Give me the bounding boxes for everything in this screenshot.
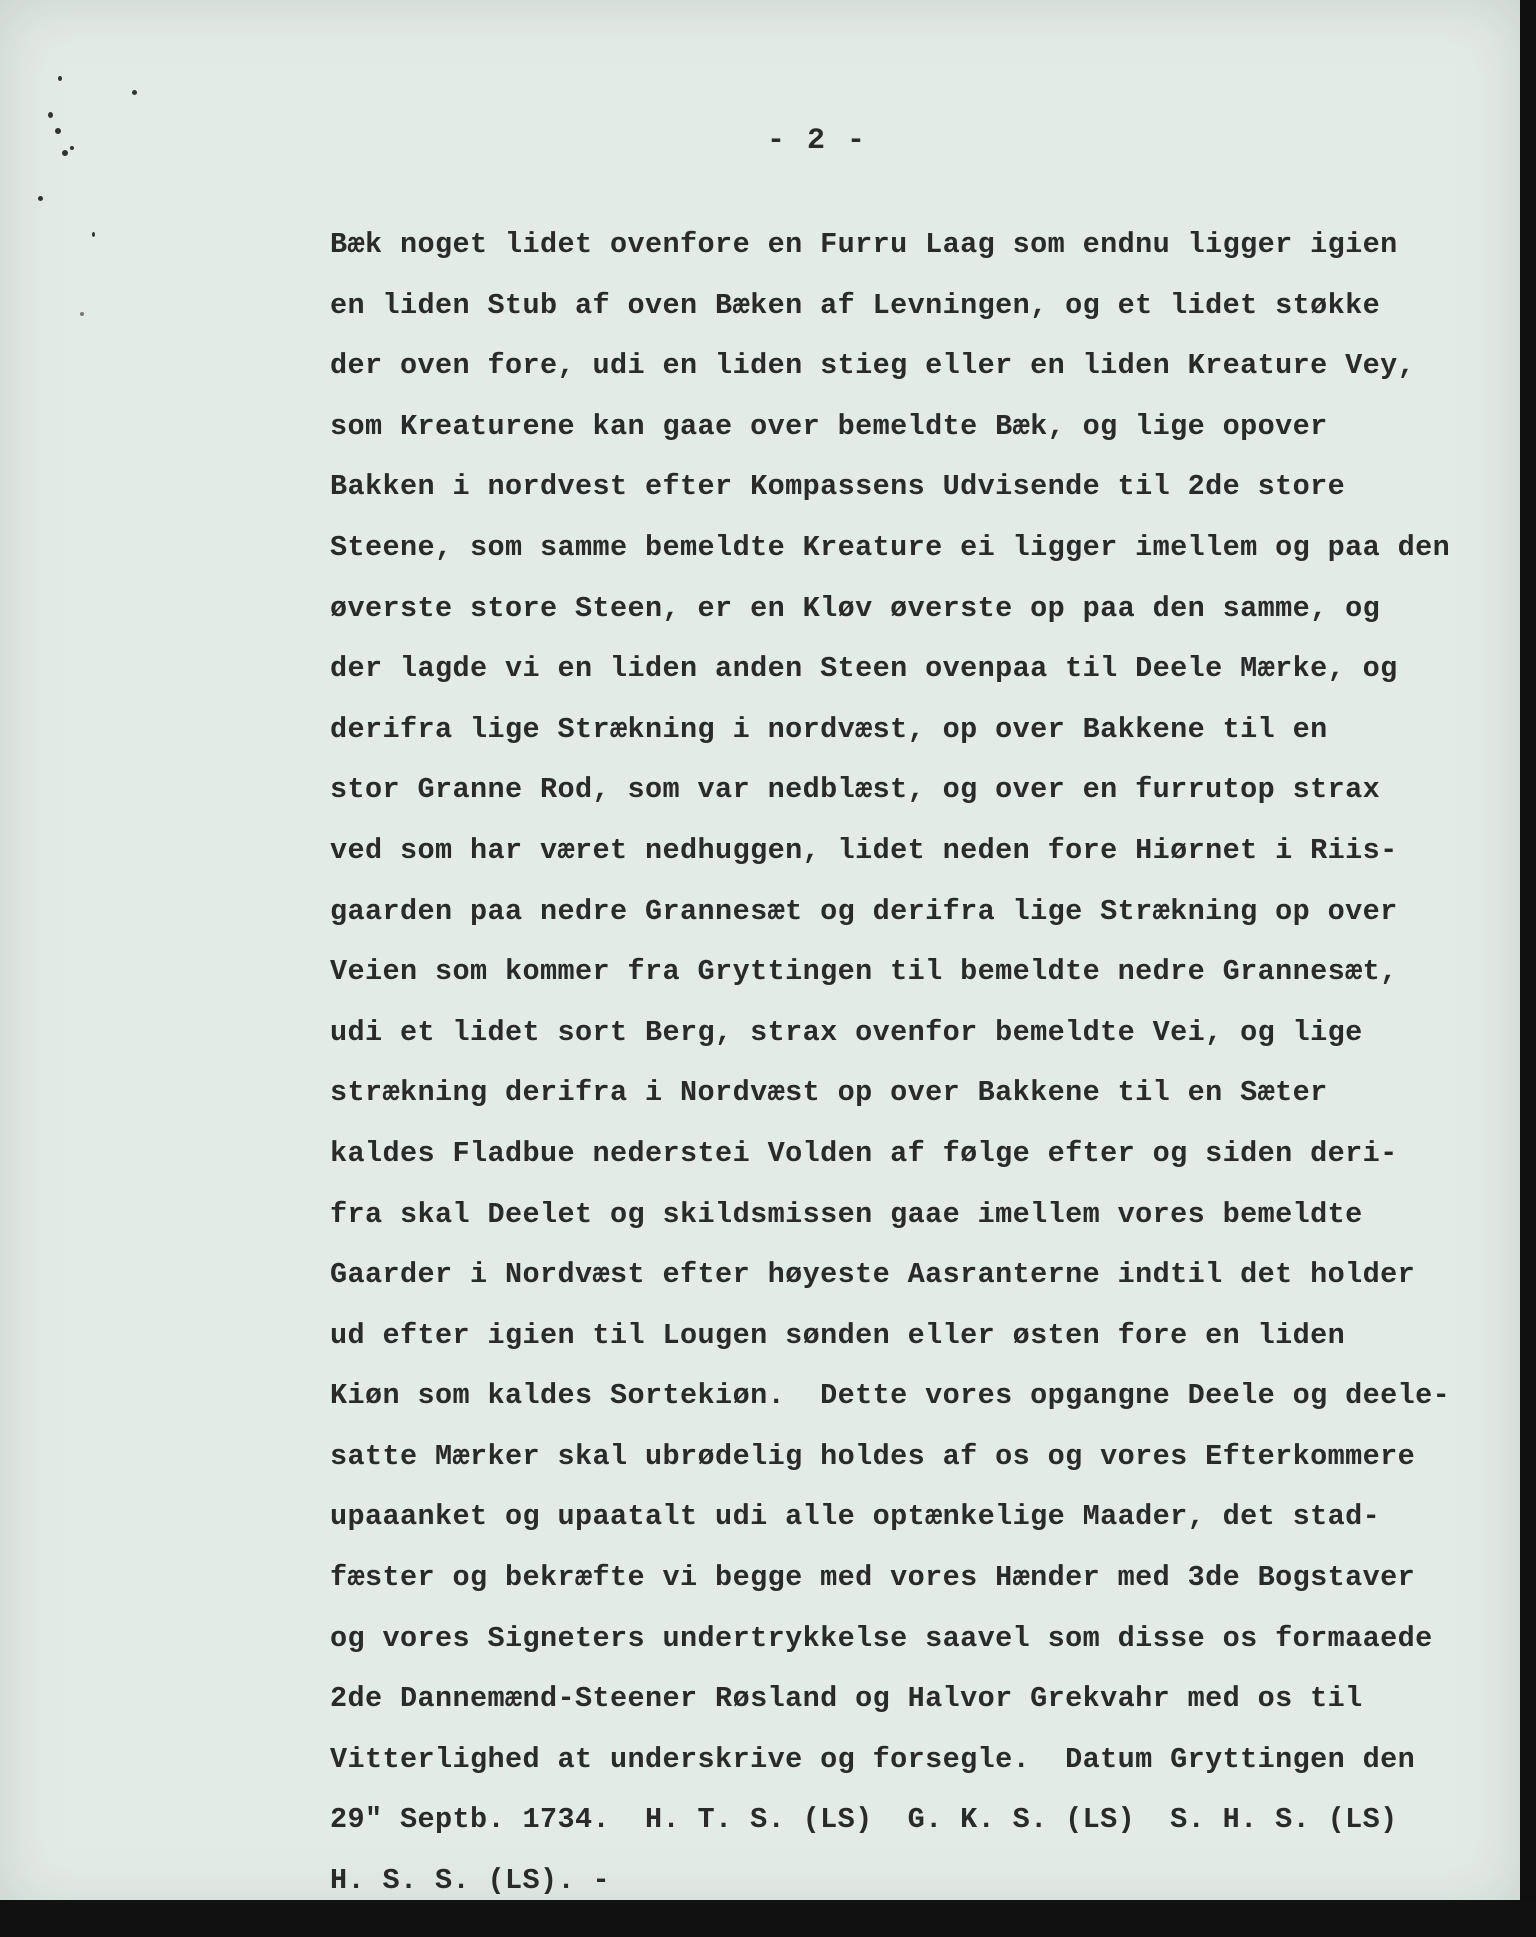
text-line: H. S. S. (LS). - (330, 1864, 611, 1898)
text-line: Steene, som samme bemeldte Kreature ei ligger imellem og paa den (330, 530, 1451, 564)
text-line: der lagde vi en liden anden Steen ovenpaa til Deele Mærke, og (330, 652, 1398, 686)
text-line: Bæk noget lidet ovenfore en Furru Laag som endnu ligger igien (330, 228, 1398, 261)
margin-speck (55, 128, 61, 134)
text-line: udi et lidet sort Berg, strax ovenfor bemeldte Vei, og lige (330, 1015, 1363, 1049)
margin-speck (48, 112, 53, 118)
text-line: stor Granne Rod, som var nedblæst, og over en furrutop strax (330, 773, 1381, 807)
text-line: Kiøn som kaldes Sortekiøn. Dette vores opgangne Deele og deele- (330, 1379, 1451, 1413)
text-line: satte Mærker skal ubrødelig holdes af os og vores Efterkommere (330, 1439, 1416, 1473)
margin-speck (70, 146, 74, 150)
text-line: strækning derifra i Nordvæst op over Bakkene til en Sæter (330, 1076, 1328, 1110)
margin-speck (80, 312, 84, 316)
margin-speck (92, 232, 95, 237)
text-line: fæster og bekræfte vi begge med vores Hænder med 3de Bogstaver (330, 1561, 1416, 1595)
text-line: Vitterlighed at underskrive og forsegle. Datum Gryttingen den (330, 1742, 1416, 1776)
margin-speck (62, 150, 68, 156)
text-line: som Kreaturene kan gaae over bemeldte Bæk, og lige opover (330, 409, 1328, 443)
text-line: fra skal Deelet og skildsmissen gaae imellem vores bemeldte (330, 1197, 1363, 1231)
text-line: og vores Signeters undertrykkelse saavel som disse os formaaede (330, 1621, 1433, 1655)
margin-speck (132, 90, 137, 95)
text-line: gaarden paa nedre Grannesæt og derifra lige Strækning op over (330, 894, 1398, 928)
text-line: 2de Dannemænd-Steener Røsland og Halvor Grekvahr med os til (330, 1682, 1363, 1716)
text-line: kaldes Fladbue nederstei Volden af følge efter og siden deri- (330, 1136, 1398, 1170)
text-line: Gaarder i Nordvæst efter høyeste Aasranterne indtil det holder (330, 1258, 1416, 1292)
text-line: der oven fore, udi en liden stieg eller en liden Kreature Vey, (330, 349, 1416, 383)
margin-speck (58, 76, 62, 81)
margin-speck (38, 196, 43, 201)
text-line: derifra lige Strækning i nordvæst, op over Bakkene til en (330, 712, 1328, 746)
text-line: Veien som kommer fra Gryttingen til bemeldte nedre Grannesæt, (330, 955, 1398, 989)
text-line: øverste store Steen, er en Kløv øverste op paa den samme, og (330, 591, 1381, 625)
page-number: - 2 - (766, 124, 867, 158)
text-line: Bakken i nordvest efter Kompassens Udvisende til 2de store (330, 470, 1346, 504)
text-line: ved som har været nedhuggen, lidet neden fore Hiørnet i Riis- (330, 833, 1398, 867)
document-body (330, 215, 1520, 1912)
text-line: upaaanket og upaatalt udi alle optænkelige Maader, det stad- (330, 1500, 1381, 1534)
text-line: ud efter igien til Lougen sønden eller østen fore en liden (330, 1318, 1346, 1352)
text-line: 29" Septb. 1734. H. T. S. (LS) G. K. S. (LS) S. H. S. (LS) (330, 1803, 1398, 1837)
text-line: en liden Stub af oven Bæken af Levningen, og et lidet støkke (330, 288, 1381, 322)
